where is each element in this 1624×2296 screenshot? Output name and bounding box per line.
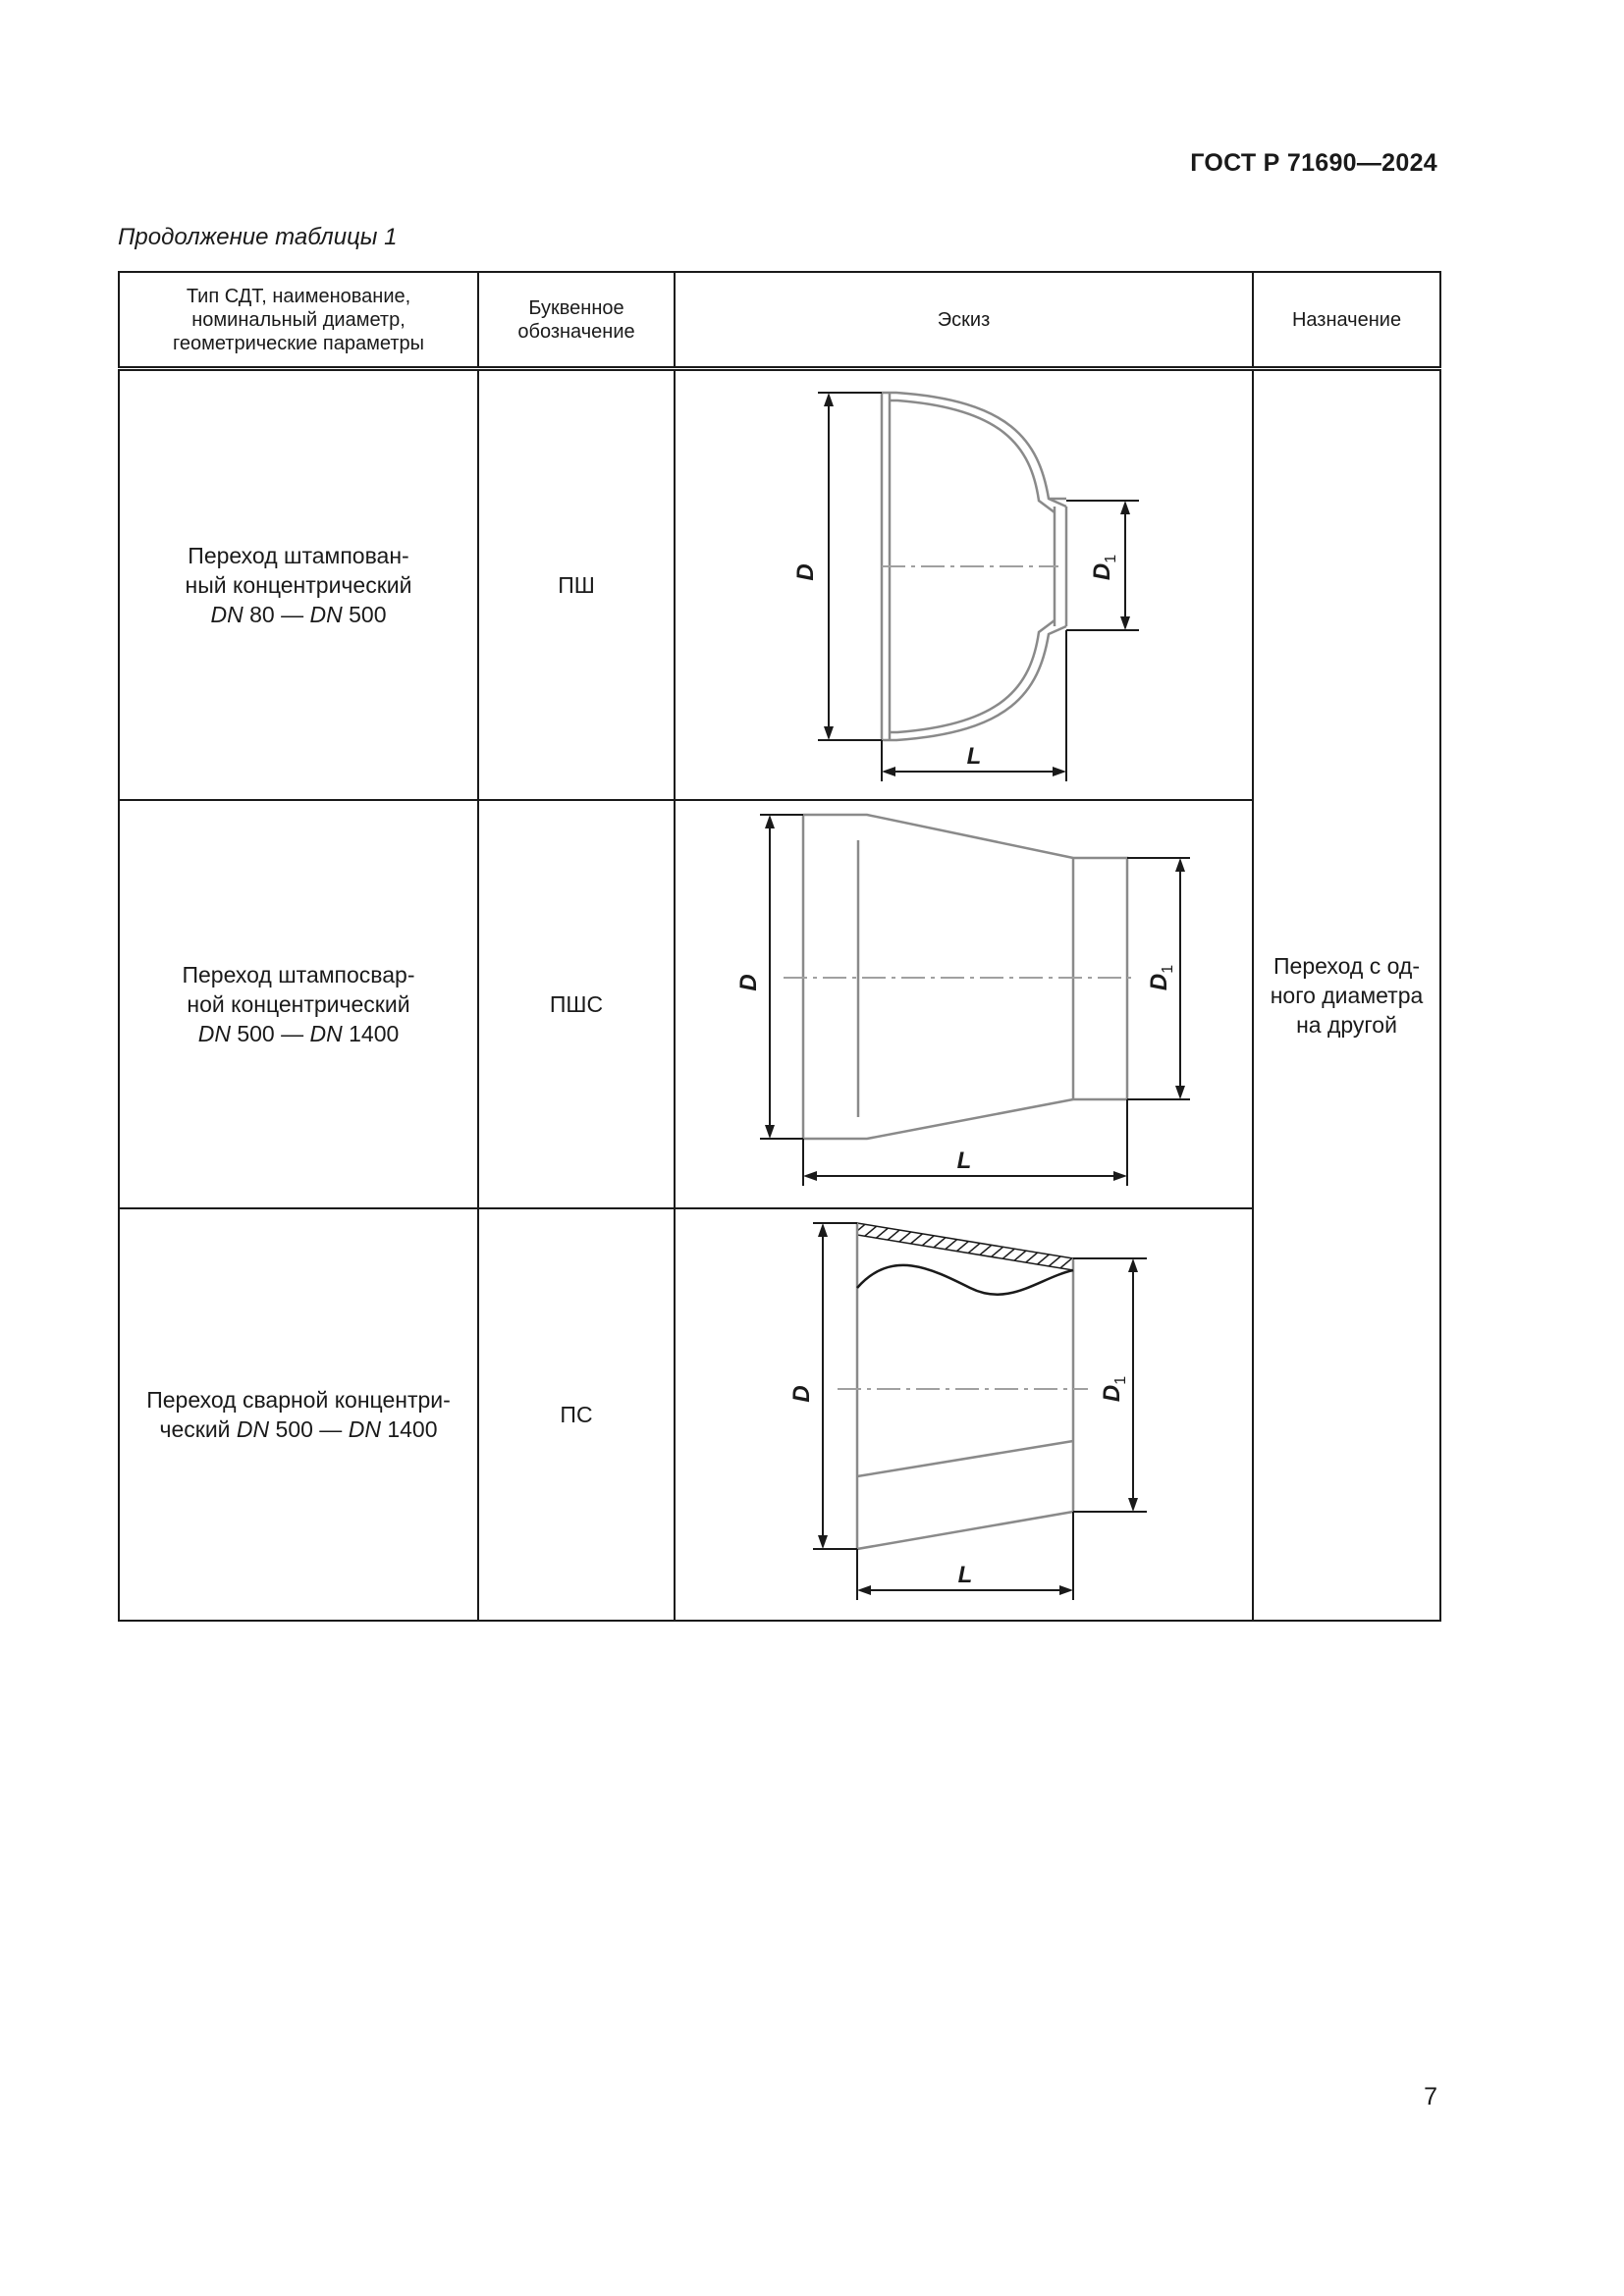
- arrow-head: [1120, 501, 1130, 514]
- stamped-reducer-sketch: [676, 371, 1254, 799]
- purpose-line: Переход с од-: [1273, 953, 1420, 979]
- arrow-head: [824, 393, 834, 406]
- column-header-type: Тип СДТ, наименование, номинальный диаметр, геометрические параметры: [119, 272, 478, 369]
- arrow-head: [1059, 1585, 1073, 1595]
- sketch-cell: [675, 369, 1253, 801]
- dimension-label-d1: $D_1$: [1089, 554, 1119, 581]
- body-outline: [857, 1512, 1073, 1549]
- fitting-code-cell: ПШ: [478, 369, 675, 801]
- page-number: 7: [1424, 2083, 1437, 2110]
- dimension-label-d: D: [788, 1385, 815, 1403]
- weld-seam: [857, 1441, 1073, 1476]
- arrow-head: [765, 815, 775, 828]
- arrow-head: [1053, 767, 1066, 776]
- fitting-name-cell: [119, 800, 478, 1208]
- table-row: [119, 800, 1440, 1208]
- fitting-name-cell: [119, 369, 478, 801]
- dimension-label-l: L: [957, 1562, 973, 1588]
- dome-inner-outline: [890, 400, 1055, 512]
- arrow-head: [1120, 616, 1130, 630]
- dome-outer-outline: [882, 626, 1066, 740]
- break-line: [857, 1265, 1073, 1295]
- table-row: [119, 1208, 1440, 1621]
- dome-inner-outline: [890, 620, 1055, 732]
- fitting-name-line: Переход штампован-: [188, 543, 409, 568]
- arrow-head: [882, 767, 895, 776]
- dimension-label-d1: $D_1$: [1099, 1375, 1129, 1403]
- arrow-head: [824, 726, 834, 740]
- arrow-head: [1128, 1258, 1138, 1272]
- fitting-name-cell: [119, 1208, 478, 1621]
- purpose-cell: [1253, 369, 1440, 1622]
- dimension-label-d: D: [792, 563, 819, 581]
- arrow-head: [803, 1171, 817, 1181]
- arrow-head: [1113, 1171, 1127, 1181]
- fitting-dn-range: DN 80 — DN 500: [210, 602, 387, 627]
- fitting-name-line: Переход штампосвар-: [182, 962, 415, 988]
- table-row: [119, 369, 1440, 801]
- arrow-head: [1128, 1498, 1138, 1512]
- fitting-dn-range: ческий DN 500 — DN 1400: [159, 1416, 438, 1442]
- dimension-label-l: L: [966, 743, 982, 770]
- arrow-head: [818, 1223, 828, 1237]
- fitting-code-cell: ПС: [478, 1208, 675, 1621]
- dome-outer-outline: [882, 393, 1066, 507]
- table-caption: Продолжение таблицы 1: [118, 224, 398, 250]
- arrow-head: [1175, 1086, 1185, 1099]
- fitting-name-line: ной концентрический: [187, 991, 410, 1017]
- purpose-line: ного диаметра: [1270, 983, 1424, 1008]
- table-header-row: [119, 272, 1440, 369]
- fittings-table: [118, 271, 1441, 1622]
- fitting-dn-range: DN 500 — DN 1400: [197, 1021, 400, 1046]
- arrow-head: [1175, 858, 1185, 872]
- arrow-head: [765, 1125, 775, 1139]
- document-code: ГОСТ Р 71690—2024: [1190, 149, 1437, 177]
- dimension-label-d1: $D_1$: [1146, 964, 1176, 991]
- dimension-label-l: L: [956, 1148, 972, 1174]
- welded-reducer-sketch: [676, 1209, 1254, 1620]
- fitting-code-cell: ПШС: [478, 800, 675, 1208]
- dimension-label-d: D: [735, 974, 762, 991]
- purpose-line: на другой: [1296, 1012, 1397, 1038]
- column-header-sketch: Эскиз: [675, 272, 1253, 369]
- column-header-purpose: Назначение: [1253, 272, 1440, 369]
- stamp-welded-reducer-sketch: [676, 801, 1254, 1207]
- wall-section-hatch: [857, 1223, 1073, 1270]
- arrow-head: [857, 1585, 871, 1595]
- fitting-name-line: ный концентрический: [185, 572, 412, 598]
- column-header-code: Буквенное обозначение: [478, 272, 675, 369]
- fitting-name-line: Переход сварной концентри-: [146, 1387, 451, 1413]
- sketch-cell: [675, 1208, 1253, 1621]
- arrow-head: [818, 1535, 828, 1549]
- sketch-cell: [675, 800, 1253, 1208]
